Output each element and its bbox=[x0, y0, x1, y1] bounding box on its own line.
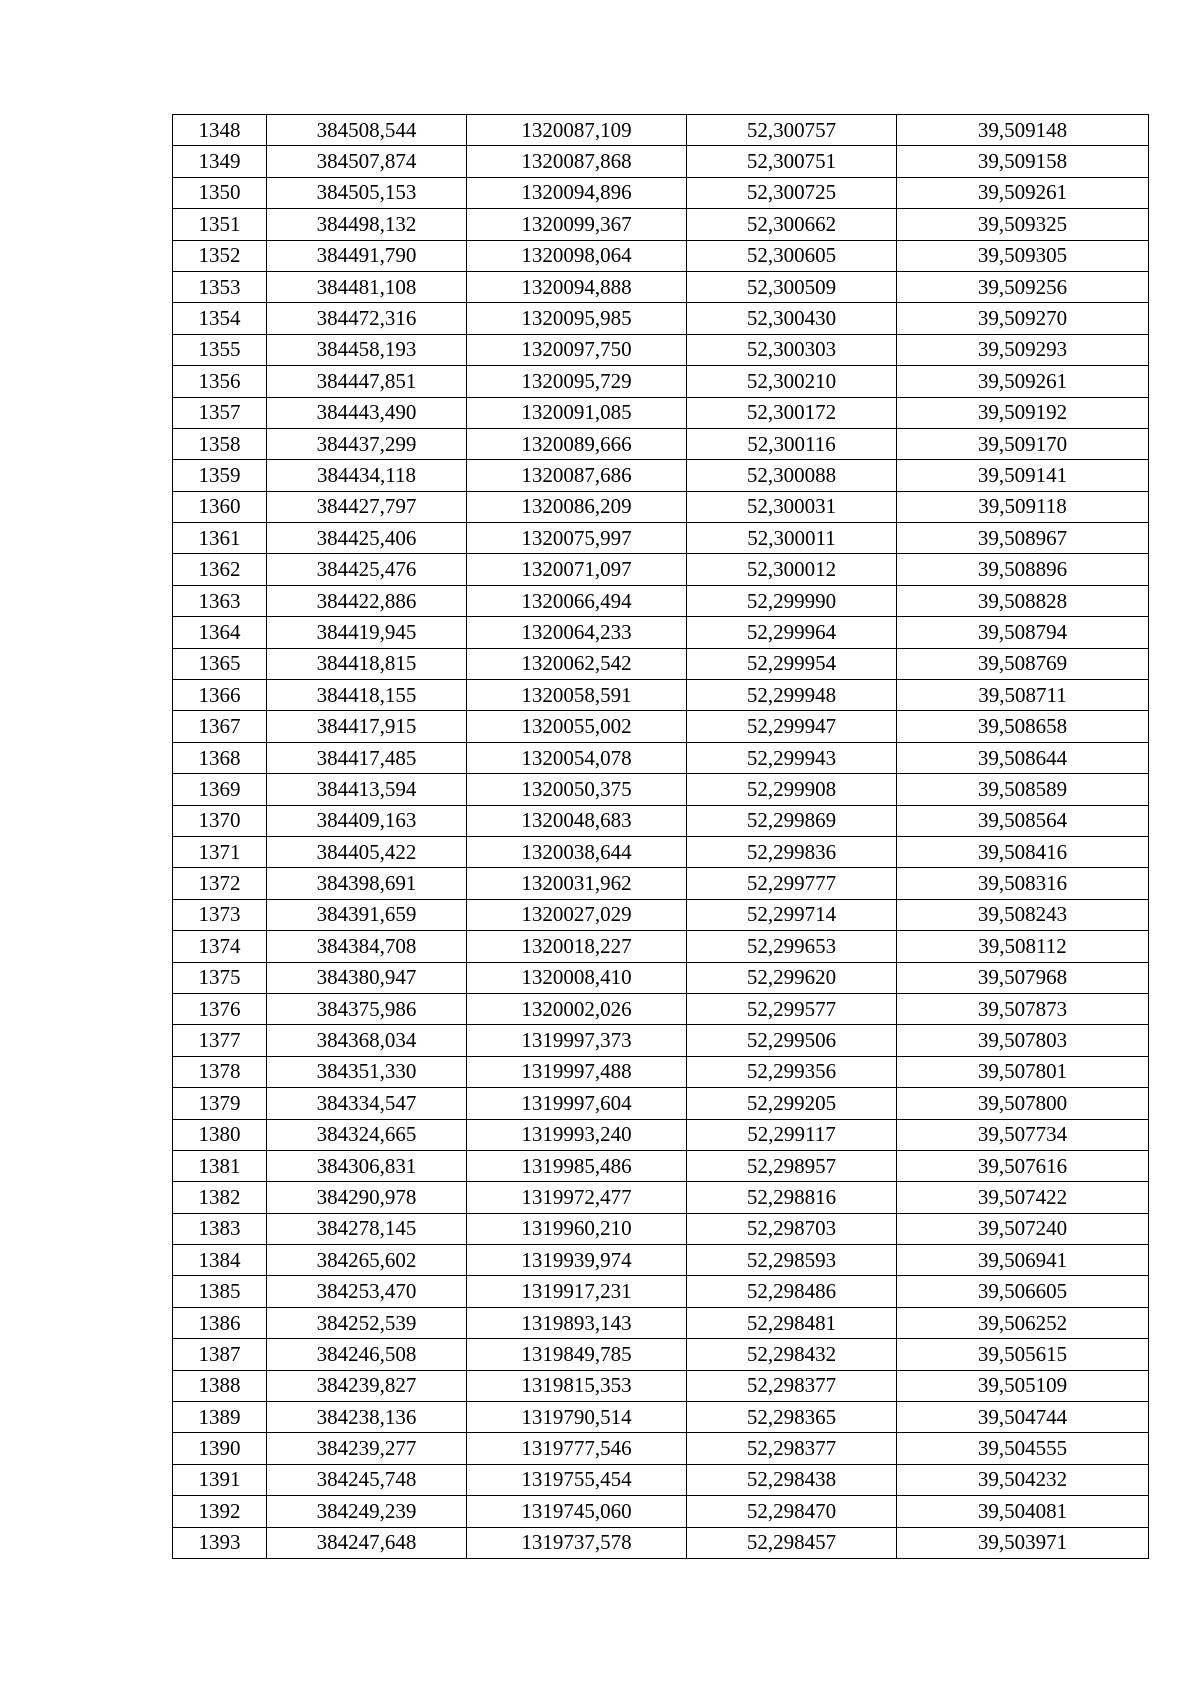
point-number-cell: 1352 bbox=[173, 240, 267, 271]
longitude-cell: 39,508896 bbox=[897, 554, 1149, 585]
point-number-cell: 1372 bbox=[173, 868, 267, 899]
x-coordinate-cell: 384413,594 bbox=[267, 774, 467, 805]
y-coordinate-cell: 1320089,666 bbox=[467, 428, 687, 459]
y-coordinate-cell: 1319790,514 bbox=[467, 1402, 687, 1433]
latitude-cell: 52,299620 bbox=[687, 962, 897, 993]
x-coordinate-cell: 384391,659 bbox=[267, 899, 467, 930]
x-coordinate-cell: 384239,827 bbox=[267, 1370, 467, 1401]
table-row bbox=[173, 1464, 1149, 1495]
x-coordinate-cell: 384409,163 bbox=[267, 805, 467, 836]
table-row bbox=[173, 868, 1149, 899]
y-coordinate-cell: 1320002,026 bbox=[467, 993, 687, 1024]
x-coordinate-cell: 384508,544 bbox=[267, 115, 467, 146]
longitude-cell: 39,504232 bbox=[897, 1464, 1149, 1495]
point-number-cell: 1356 bbox=[173, 366, 267, 397]
latitude-cell: 52,298377 bbox=[687, 1370, 897, 1401]
table-row bbox=[173, 209, 1149, 240]
y-coordinate-cell: 1319737,578 bbox=[467, 1527, 687, 1558]
y-coordinate-cell: 1320038,644 bbox=[467, 836, 687, 867]
latitude-cell: 52,298470 bbox=[687, 1496, 897, 1527]
point-number-cell: 1350 bbox=[173, 177, 267, 208]
point-number-cell: 1358 bbox=[173, 428, 267, 459]
point-number-cell: 1388 bbox=[173, 1370, 267, 1401]
y-coordinate-cell: 1320094,888 bbox=[467, 271, 687, 302]
x-coordinate-cell: 384425,406 bbox=[267, 523, 467, 554]
point-number-cell: 1387 bbox=[173, 1339, 267, 1370]
longitude-cell: 39,505109 bbox=[897, 1370, 1149, 1401]
latitude-cell: 52,299205 bbox=[687, 1088, 897, 1119]
table-row bbox=[173, 271, 1149, 302]
longitude-cell: 39,509261 bbox=[897, 177, 1149, 208]
y-coordinate-cell: 1320048,683 bbox=[467, 805, 687, 836]
y-coordinate-cell: 1320091,085 bbox=[467, 397, 687, 428]
table-row bbox=[173, 1402, 1149, 1433]
latitude-cell: 52,298957 bbox=[687, 1150, 897, 1181]
x-coordinate-cell: 384498,132 bbox=[267, 209, 467, 240]
table-row bbox=[173, 993, 1149, 1024]
table-row bbox=[173, 711, 1149, 742]
x-coordinate-cell: 384246,508 bbox=[267, 1339, 467, 1370]
y-coordinate-cell: 1320008,410 bbox=[467, 962, 687, 993]
x-coordinate-cell: 384491,790 bbox=[267, 240, 467, 271]
latitude-cell: 52,300725 bbox=[687, 177, 897, 208]
point-number-cell: 1393 bbox=[173, 1527, 267, 1558]
y-coordinate-cell: 1319815,353 bbox=[467, 1370, 687, 1401]
table-row bbox=[173, 805, 1149, 836]
table-row bbox=[173, 648, 1149, 679]
x-coordinate-cell: 384334,547 bbox=[267, 1088, 467, 1119]
x-coordinate-cell: 384443,490 bbox=[267, 397, 467, 428]
point-number-cell: 1355 bbox=[173, 334, 267, 365]
y-coordinate-cell: 1319960,210 bbox=[467, 1213, 687, 1244]
longitude-cell: 39,508967 bbox=[897, 523, 1149, 554]
point-number-cell: 1359 bbox=[173, 460, 267, 491]
latitude-cell: 52,300088 bbox=[687, 460, 897, 491]
longitude-cell: 39,508589 bbox=[897, 774, 1149, 805]
x-coordinate-cell: 384418,155 bbox=[267, 680, 467, 711]
table-row bbox=[173, 460, 1149, 491]
latitude-cell: 52,298432 bbox=[687, 1339, 897, 1370]
table-row bbox=[173, 1182, 1149, 1213]
x-coordinate-cell: 384447,851 bbox=[267, 366, 467, 397]
x-coordinate-cell: 384427,797 bbox=[267, 491, 467, 522]
y-coordinate-cell: 1320099,367 bbox=[467, 209, 687, 240]
table-row bbox=[173, 962, 1149, 993]
longitude-cell: 39,506941 bbox=[897, 1245, 1149, 1276]
latitude-cell: 52,298593 bbox=[687, 1245, 897, 1276]
x-coordinate-cell: 384425,476 bbox=[267, 554, 467, 585]
x-coordinate-cell: 384505,153 bbox=[267, 177, 467, 208]
longitude-cell: 39,507803 bbox=[897, 1025, 1149, 1056]
table-row bbox=[173, 491, 1149, 522]
longitude-cell: 39,506605 bbox=[897, 1276, 1149, 1307]
y-coordinate-cell: 1319985,486 bbox=[467, 1150, 687, 1181]
y-coordinate-cell: 1319893,143 bbox=[467, 1307, 687, 1338]
y-coordinate-cell: 1320086,209 bbox=[467, 491, 687, 522]
point-number-cell: 1383 bbox=[173, 1213, 267, 1244]
point-number-cell: 1381 bbox=[173, 1150, 267, 1181]
point-number-cell: 1379 bbox=[173, 1088, 267, 1119]
longitude-cell: 39,507873 bbox=[897, 993, 1149, 1024]
x-coordinate-cell: 384417,915 bbox=[267, 711, 467, 742]
x-coordinate-cell: 384247,648 bbox=[267, 1527, 467, 1558]
latitude-cell: 52,299836 bbox=[687, 836, 897, 867]
point-number-cell: 1367 bbox=[173, 711, 267, 742]
point-number-cell: 1376 bbox=[173, 993, 267, 1024]
longitude-cell: 39,507240 bbox=[897, 1213, 1149, 1244]
longitude-cell: 39,508243 bbox=[897, 899, 1149, 930]
table-row bbox=[173, 1056, 1149, 1087]
y-coordinate-cell: 1319939,974 bbox=[467, 1245, 687, 1276]
x-coordinate-cell: 384437,299 bbox=[267, 428, 467, 459]
longitude-cell: 39,508794 bbox=[897, 617, 1149, 648]
y-coordinate-cell: 1320062,542 bbox=[467, 648, 687, 679]
x-coordinate-cell: 384507,874 bbox=[267, 146, 467, 177]
x-coordinate-cell: 384458,193 bbox=[267, 334, 467, 365]
latitude-cell: 52,299954 bbox=[687, 648, 897, 679]
x-coordinate-cell: 384419,945 bbox=[267, 617, 467, 648]
table-row bbox=[173, 334, 1149, 365]
y-coordinate-cell: 1319777,546 bbox=[467, 1433, 687, 1464]
table-row bbox=[173, 742, 1149, 773]
y-coordinate-cell: 1320094,896 bbox=[467, 177, 687, 208]
longitude-cell: 39,504744 bbox=[897, 1402, 1149, 1433]
latitude-cell: 52,298486 bbox=[687, 1276, 897, 1307]
table-row bbox=[173, 680, 1149, 711]
x-coordinate-cell: 384481,108 bbox=[267, 271, 467, 302]
x-coordinate-cell: 384422,886 bbox=[267, 585, 467, 616]
point-number-cell: 1368 bbox=[173, 742, 267, 773]
latitude-cell: 52,298365 bbox=[687, 1402, 897, 1433]
longitude-cell: 39,509141 bbox=[897, 460, 1149, 491]
longitude-cell: 39,508416 bbox=[897, 836, 1149, 867]
table-row bbox=[173, 1433, 1149, 1464]
point-number-cell: 1377 bbox=[173, 1025, 267, 1056]
longitude-cell: 39,508644 bbox=[897, 742, 1149, 773]
longitude-cell: 39,509158 bbox=[897, 146, 1149, 177]
y-coordinate-cell: 1319993,240 bbox=[467, 1119, 687, 1150]
point-number-cell: 1392 bbox=[173, 1496, 267, 1527]
y-coordinate-cell: 1320098,064 bbox=[467, 240, 687, 271]
table-row bbox=[173, 1025, 1149, 1056]
latitude-cell: 52,298438 bbox=[687, 1464, 897, 1495]
latitude-cell: 52,300031 bbox=[687, 491, 897, 522]
longitude-cell: 39,509305 bbox=[897, 240, 1149, 271]
point-number-cell: 1375 bbox=[173, 962, 267, 993]
point-number-cell: 1364 bbox=[173, 617, 267, 648]
point-number-cell: 1351 bbox=[173, 209, 267, 240]
latitude-cell: 52,299869 bbox=[687, 805, 897, 836]
table-row bbox=[173, 303, 1149, 334]
x-coordinate-cell: 384375,986 bbox=[267, 993, 467, 1024]
y-coordinate-cell: 1319972,477 bbox=[467, 1182, 687, 1213]
latitude-cell: 52,298816 bbox=[687, 1182, 897, 1213]
longitude-cell: 39,508658 bbox=[897, 711, 1149, 742]
table-row bbox=[173, 617, 1149, 648]
latitude-cell: 52,300757 bbox=[687, 115, 897, 146]
table-row bbox=[173, 1307, 1149, 1338]
latitude-cell: 52,299653 bbox=[687, 931, 897, 962]
y-coordinate-cell: 1320031,962 bbox=[467, 868, 687, 899]
table-row bbox=[173, 1527, 1149, 1558]
longitude-cell: 39,508112 bbox=[897, 931, 1149, 962]
table-row bbox=[173, 554, 1149, 585]
y-coordinate-cell: 1319755,454 bbox=[467, 1464, 687, 1495]
point-number-cell: 1391 bbox=[173, 1464, 267, 1495]
table-row bbox=[173, 1088, 1149, 1119]
y-coordinate-cell: 1320087,868 bbox=[467, 146, 687, 177]
point-number-cell: 1349 bbox=[173, 146, 267, 177]
x-coordinate-cell: 384239,277 bbox=[267, 1433, 467, 1464]
table-row bbox=[173, 774, 1149, 805]
x-coordinate-cell: 384252,539 bbox=[267, 1307, 467, 1338]
longitude-cell: 39,509256 bbox=[897, 271, 1149, 302]
latitude-cell: 52,299908 bbox=[687, 774, 897, 805]
y-coordinate-cell: 1319997,488 bbox=[467, 1056, 687, 1087]
table-row bbox=[173, 1213, 1149, 1244]
y-coordinate-cell: 1319997,373 bbox=[467, 1025, 687, 1056]
latitude-cell: 52,299947 bbox=[687, 711, 897, 742]
x-coordinate-cell: 384418,815 bbox=[267, 648, 467, 679]
table-row bbox=[173, 899, 1149, 930]
point-number-cell: 1389 bbox=[173, 1402, 267, 1433]
point-number-cell: 1380 bbox=[173, 1119, 267, 1150]
longitude-cell: 39,506252 bbox=[897, 1307, 1149, 1338]
point-number-cell: 1373 bbox=[173, 899, 267, 930]
table-row bbox=[173, 523, 1149, 554]
latitude-cell: 52,300303 bbox=[687, 334, 897, 365]
table-row bbox=[173, 585, 1149, 616]
y-coordinate-cell: 1320027,029 bbox=[467, 899, 687, 930]
latitude-cell: 52,300011 bbox=[687, 523, 897, 554]
table-row bbox=[173, 428, 1149, 459]
point-number-cell: 1371 bbox=[173, 836, 267, 867]
y-coordinate-cell: 1320050,375 bbox=[467, 774, 687, 805]
table-row bbox=[173, 1370, 1149, 1401]
table-row bbox=[173, 240, 1149, 271]
latitude-cell: 52,299943 bbox=[687, 742, 897, 773]
y-coordinate-cell: 1320018,227 bbox=[467, 931, 687, 962]
y-coordinate-cell: 1319917,231 bbox=[467, 1276, 687, 1307]
x-coordinate-cell: 384245,748 bbox=[267, 1464, 467, 1495]
latitude-cell: 52,298703 bbox=[687, 1213, 897, 1244]
point-number-cell: 1348 bbox=[173, 115, 267, 146]
latitude-cell: 52,298457 bbox=[687, 1527, 897, 1558]
point-number-cell: 1386 bbox=[173, 1307, 267, 1338]
y-coordinate-cell: 1320087,686 bbox=[467, 460, 687, 491]
x-coordinate-cell: 384417,485 bbox=[267, 742, 467, 773]
table-row bbox=[173, 836, 1149, 867]
table-row bbox=[173, 1496, 1149, 1527]
latitude-cell: 52,299356 bbox=[687, 1056, 897, 1087]
longitude-cell: 39,508769 bbox=[897, 648, 1149, 679]
x-coordinate-cell: 384434,118 bbox=[267, 460, 467, 491]
table-row bbox=[173, 1245, 1149, 1276]
latitude-cell: 52,300751 bbox=[687, 146, 897, 177]
point-number-cell: 1378 bbox=[173, 1056, 267, 1087]
latitude-cell: 52,300116 bbox=[687, 428, 897, 459]
longitude-cell: 39,505615 bbox=[897, 1339, 1149, 1370]
latitude-cell: 52,298377 bbox=[687, 1433, 897, 1464]
y-coordinate-cell: 1320058,591 bbox=[467, 680, 687, 711]
y-coordinate-cell: 1320054,078 bbox=[467, 742, 687, 773]
x-coordinate-cell: 384238,136 bbox=[267, 1402, 467, 1433]
table-row bbox=[173, 115, 1149, 146]
longitude-cell: 39,507968 bbox=[897, 962, 1149, 993]
latitude-cell: 52,299506 bbox=[687, 1025, 897, 1056]
y-coordinate-cell: 1319745,060 bbox=[467, 1496, 687, 1527]
point-number-cell: 1357 bbox=[173, 397, 267, 428]
table-row bbox=[173, 1150, 1149, 1181]
point-number-cell: 1353 bbox=[173, 271, 267, 302]
x-coordinate-cell: 384472,316 bbox=[267, 303, 467, 334]
longitude-cell: 39,509293 bbox=[897, 334, 1149, 365]
longitude-cell: 39,503971 bbox=[897, 1527, 1149, 1558]
longitude-cell: 39,507801 bbox=[897, 1056, 1149, 1087]
longitude-cell: 39,508828 bbox=[897, 585, 1149, 616]
point-number-cell: 1390 bbox=[173, 1433, 267, 1464]
y-coordinate-cell: 1320064,233 bbox=[467, 617, 687, 648]
table-row bbox=[173, 1339, 1149, 1370]
y-coordinate-cell: 1320066,494 bbox=[467, 585, 687, 616]
latitude-cell: 52,300012 bbox=[687, 554, 897, 585]
longitude-cell: 39,509261 bbox=[897, 366, 1149, 397]
latitude-cell: 52,299964 bbox=[687, 617, 897, 648]
y-coordinate-cell: 1320087,109 bbox=[467, 115, 687, 146]
longitude-cell: 39,508316 bbox=[897, 868, 1149, 899]
x-coordinate-cell: 384405,422 bbox=[267, 836, 467, 867]
table-row bbox=[173, 177, 1149, 208]
point-number-cell: 1384 bbox=[173, 1245, 267, 1276]
coordinates-table-body bbox=[173, 115, 1149, 1559]
x-coordinate-cell: 384380,947 bbox=[267, 962, 467, 993]
table-row bbox=[173, 366, 1149, 397]
y-coordinate-cell: 1320095,985 bbox=[467, 303, 687, 334]
table-row bbox=[173, 1119, 1149, 1150]
latitude-cell: 52,300605 bbox=[687, 240, 897, 271]
point-number-cell: 1370 bbox=[173, 805, 267, 836]
x-coordinate-cell: 384368,034 bbox=[267, 1025, 467, 1056]
y-coordinate-cell: 1320075,997 bbox=[467, 523, 687, 554]
longitude-cell: 39,508564 bbox=[897, 805, 1149, 836]
longitude-cell: 39,509270 bbox=[897, 303, 1149, 334]
x-coordinate-cell: 384249,239 bbox=[267, 1496, 467, 1527]
y-coordinate-cell: 1320095,729 bbox=[467, 366, 687, 397]
y-coordinate-cell: 1319849,785 bbox=[467, 1339, 687, 1370]
point-number-cell: 1385 bbox=[173, 1276, 267, 1307]
longitude-cell: 39,509118 bbox=[897, 491, 1149, 522]
x-coordinate-cell: 384398,691 bbox=[267, 868, 467, 899]
longitude-cell: 39,507422 bbox=[897, 1182, 1149, 1213]
longitude-cell: 39,509148 bbox=[897, 115, 1149, 146]
longitude-cell: 39,507734 bbox=[897, 1119, 1149, 1150]
x-coordinate-cell: 384306,831 bbox=[267, 1150, 467, 1181]
latitude-cell: 52,299714 bbox=[687, 899, 897, 930]
y-coordinate-cell: 1320071,097 bbox=[467, 554, 687, 585]
x-coordinate-cell: 384324,665 bbox=[267, 1119, 467, 1150]
latitude-cell: 52,300210 bbox=[687, 366, 897, 397]
latitude-cell: 52,298481 bbox=[687, 1307, 897, 1338]
longitude-cell: 39,504081 bbox=[897, 1496, 1149, 1527]
coordinates-table bbox=[172, 114, 1149, 1559]
latitude-cell: 52,299577 bbox=[687, 993, 897, 1024]
latitude-cell: 52,299948 bbox=[687, 680, 897, 711]
x-coordinate-cell: 384265,602 bbox=[267, 1245, 467, 1276]
point-number-cell: 1361 bbox=[173, 523, 267, 554]
longitude-cell: 39,509170 bbox=[897, 428, 1149, 459]
latitude-cell: 52,300662 bbox=[687, 209, 897, 240]
point-number-cell: 1366 bbox=[173, 680, 267, 711]
longitude-cell: 39,507616 bbox=[897, 1150, 1149, 1181]
table-row bbox=[173, 1276, 1149, 1307]
point-number-cell: 1369 bbox=[173, 774, 267, 805]
y-coordinate-cell: 1319997,604 bbox=[467, 1088, 687, 1119]
table-row bbox=[173, 397, 1149, 428]
x-coordinate-cell: 384290,978 bbox=[267, 1182, 467, 1213]
longitude-cell: 39,507800 bbox=[897, 1088, 1149, 1119]
latitude-cell: 52,300430 bbox=[687, 303, 897, 334]
longitude-cell: 39,509192 bbox=[897, 397, 1149, 428]
table-row bbox=[173, 146, 1149, 177]
longitude-cell: 39,508711 bbox=[897, 680, 1149, 711]
table-row bbox=[173, 931, 1149, 962]
longitude-cell: 39,509325 bbox=[897, 209, 1149, 240]
point-number-cell: 1363 bbox=[173, 585, 267, 616]
longitude-cell: 39,504555 bbox=[897, 1433, 1149, 1464]
latitude-cell: 52,300172 bbox=[687, 397, 897, 428]
x-coordinate-cell: 384351,330 bbox=[267, 1056, 467, 1087]
x-coordinate-cell: 384384,708 bbox=[267, 931, 467, 962]
latitude-cell: 52,299777 bbox=[687, 868, 897, 899]
latitude-cell: 52,300509 bbox=[687, 271, 897, 302]
x-coordinate-cell: 384278,145 bbox=[267, 1213, 467, 1244]
point-number-cell: 1362 bbox=[173, 554, 267, 585]
x-coordinate-cell: 384253,470 bbox=[267, 1276, 467, 1307]
point-number-cell: 1365 bbox=[173, 648, 267, 679]
latitude-cell: 52,299117 bbox=[687, 1119, 897, 1150]
point-number-cell: 1354 bbox=[173, 303, 267, 334]
latitude-cell: 52,299990 bbox=[687, 585, 897, 616]
y-coordinate-cell: 1320055,002 bbox=[467, 711, 687, 742]
point-number-cell: 1360 bbox=[173, 491, 267, 522]
point-number-cell: 1382 bbox=[173, 1182, 267, 1213]
y-coordinate-cell: 1320097,750 bbox=[467, 334, 687, 365]
point-number-cell: 1374 bbox=[173, 931, 267, 962]
